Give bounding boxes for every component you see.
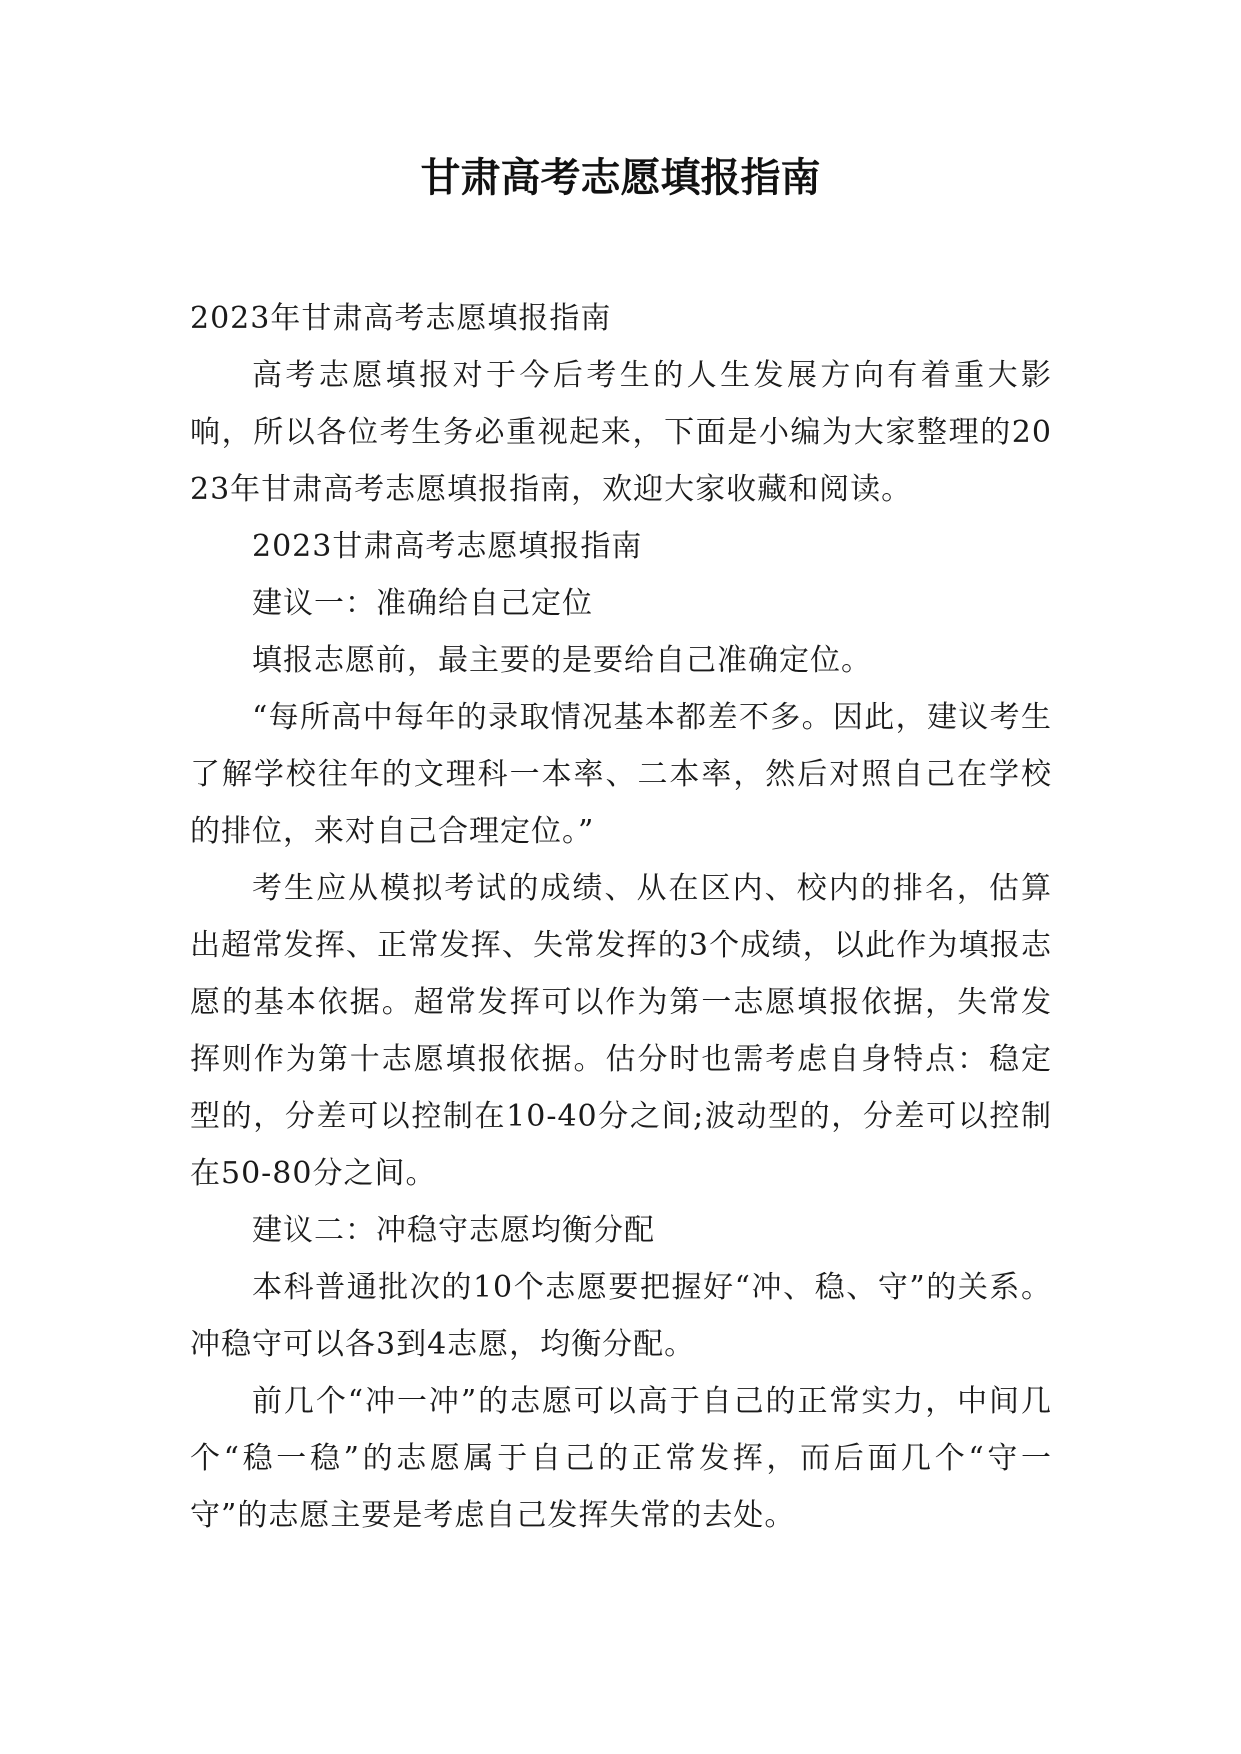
- paragraph: 前几个“冲一冲”的志愿可以高于自己的正常实力，中间几个“稳一稳”的志愿属于自己的正常发挥，而后面几个“守一守”的志愿主要是考虑自己发挥失常的去处。: [190, 1384, 1052, 1533]
- document-title: 甘肃高考志愿填报指南: [420, 154, 821, 201]
- paragraph: 填报志愿前，最主要的是要给自己准确定位。: [252, 643, 872, 678]
- paragraph: 考生应从模拟考试的成绩、从在区内、校内的排名，估算出超常发挥、正常发挥、失常发挥的3个成绩，以此作为填报志愿的基本依据。超常发挥可以作为第一志愿填报依据，失常发挥则作为第十志愿填报依据。估分时也需考虑自身特点：稳定型的，分差可以控制在10-40分之间;波动型的，分差可以控制在50-80分之间。: [190, 871, 1052, 1191]
- document-body: [190, 290, 1052, 1544]
- paragraph-intro: 高考志愿填报对于今后考生的人生发展方向有着重大影响，所以各位考生务必重视起来，下面是小编为大家整理的2023年甘肃高考志愿填报指南，欢迎大家收藏和阅读。: [190, 358, 1052, 507]
- section-heading-2: 建议二：冲稳守志愿均衡分配: [252, 1213, 655, 1248]
- paragraph-quote: “每所高中每年的录取情况基本都差不多。因此，建议考生了解学校往年的文理科一本率、二本率，然后对照自己在学校的排位，来对自己合理定位。”: [190, 700, 1052, 849]
- paragraph-heading: 2023年甘肃高考志愿填报指南: [190, 301, 612, 336]
- paragraph-subtitle: 2023甘肃高考志愿填报指南: [252, 529, 643, 564]
- section-heading-1: 建议一：准确给自己定位: [252, 586, 593, 621]
- paragraph: 本科普通批次的10个志愿要把握好“冲、稳、守”的关系。冲稳守可以各3到4志愿，均衡分配。: [190, 1270, 1052, 1362]
